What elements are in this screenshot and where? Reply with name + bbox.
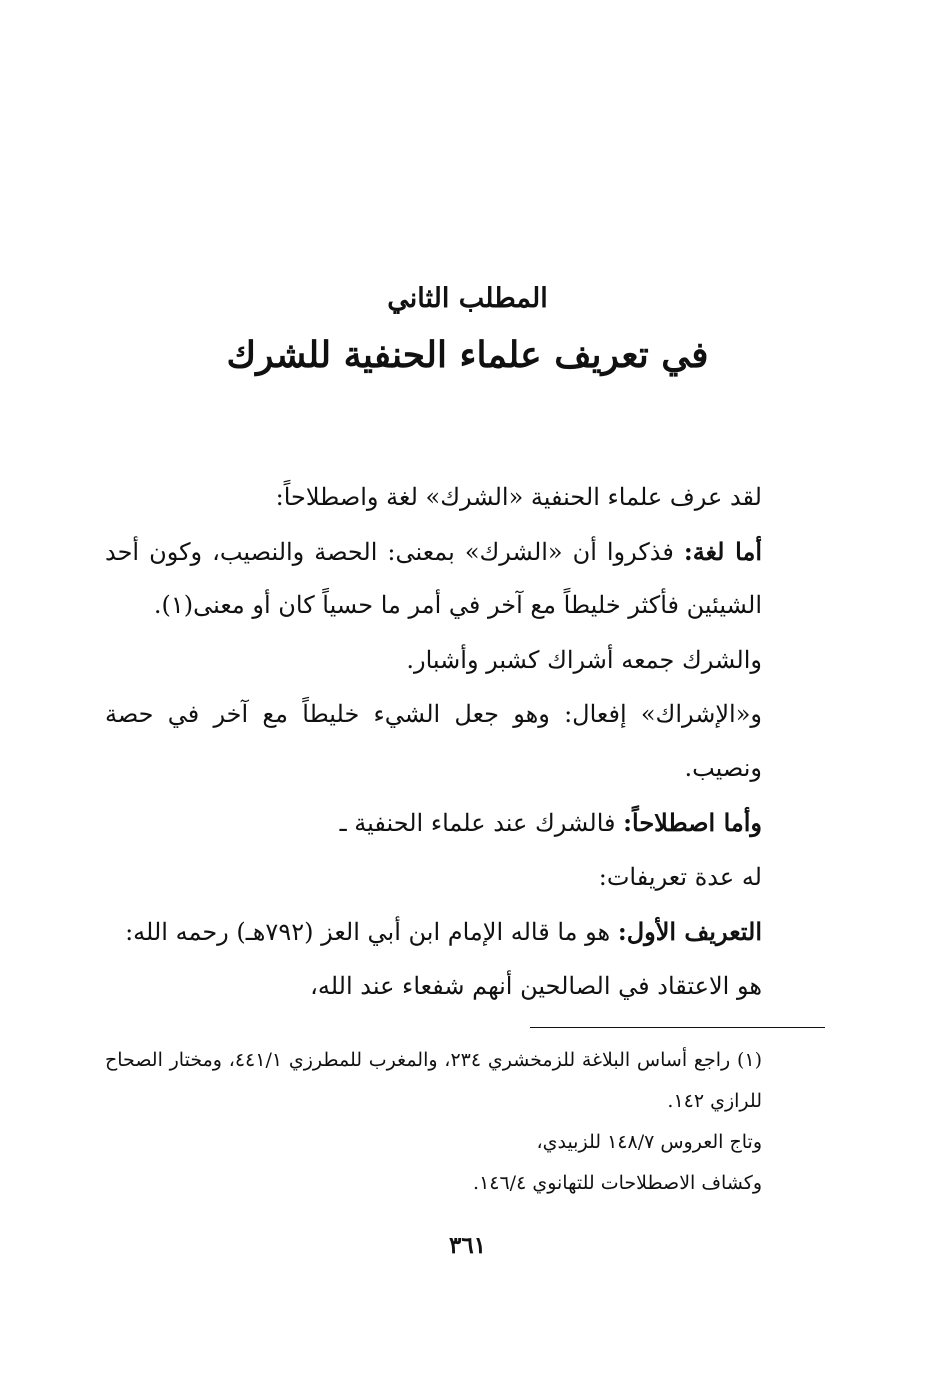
paragraph-text: و«الإشراك» إفعال: وهو جعل الشيء خليطاً مع آخر في حصة ونصيب. xyxy=(105,700,762,782)
paragraph xyxy=(105,850,827,905)
section-title: في تعريف علماء الحنفية للشرك xyxy=(226,334,709,376)
paragraph-text: فالشرك عند علماء الحنفية ـ xyxy=(339,808,624,837)
section-subtitle: المطلب الثاني xyxy=(387,283,548,314)
paragraph-text: لقد عرف علماء الحنفية «الشرك» لغة واصطلاحاً: xyxy=(275,483,762,511)
paragraph xyxy=(105,687,827,795)
paragraph xyxy=(105,796,827,851)
paragraph xyxy=(105,525,827,633)
paragraph xyxy=(105,470,827,525)
paragraph xyxy=(105,633,827,688)
paragraph-lead: وأما اصطلاحاً: xyxy=(623,807,762,837)
paragraph-text: هو الاعتقاد في الصالحين أنهم شفعاء عند الله، xyxy=(310,972,762,1001)
paragraph xyxy=(105,905,827,960)
paragraph-text: له عدة تعريفات: xyxy=(598,863,762,892)
paragraph-text: هو ما قاله الإمام ابن أبي العز (٧٩٢هـ) رحمه الله: xyxy=(125,917,618,946)
footnote: وتاج العروس ١٤٨/٧ للزبيدي، xyxy=(536,1131,762,1153)
page-number: ٣٦١ xyxy=(448,1232,487,1259)
footnote-divider xyxy=(530,1027,825,1028)
paragraph-lead: التعريف الأول: xyxy=(617,916,762,946)
body-text xyxy=(105,470,827,1014)
paragraph-text: فذكروا أن «الشرك» بمعنى: الحصة والنصيب، وكون أحد الشيئين فأكثر خليطاً مع آخر في أمر ما حسياً كان أو معنى(١). xyxy=(105,537,762,620)
paragraph-lead: أما لغة: xyxy=(683,536,763,566)
footnote: وكشاف الاصطلاحات للتهانوي ١٤٦/٤. xyxy=(473,1172,762,1194)
paragraph xyxy=(105,959,827,1014)
footnotes xyxy=(105,1040,827,1204)
footnote: (١) راجع أساس البلاغة للزمخشري ٢٣٤، والمغرب للمطرزي ٤٤١/١، ومختار الصحاح للرازي ١٤٢. xyxy=(105,1049,763,1112)
paragraph-text: والشرك جمعه أشراك كشبر وأشبار. xyxy=(406,645,762,674)
